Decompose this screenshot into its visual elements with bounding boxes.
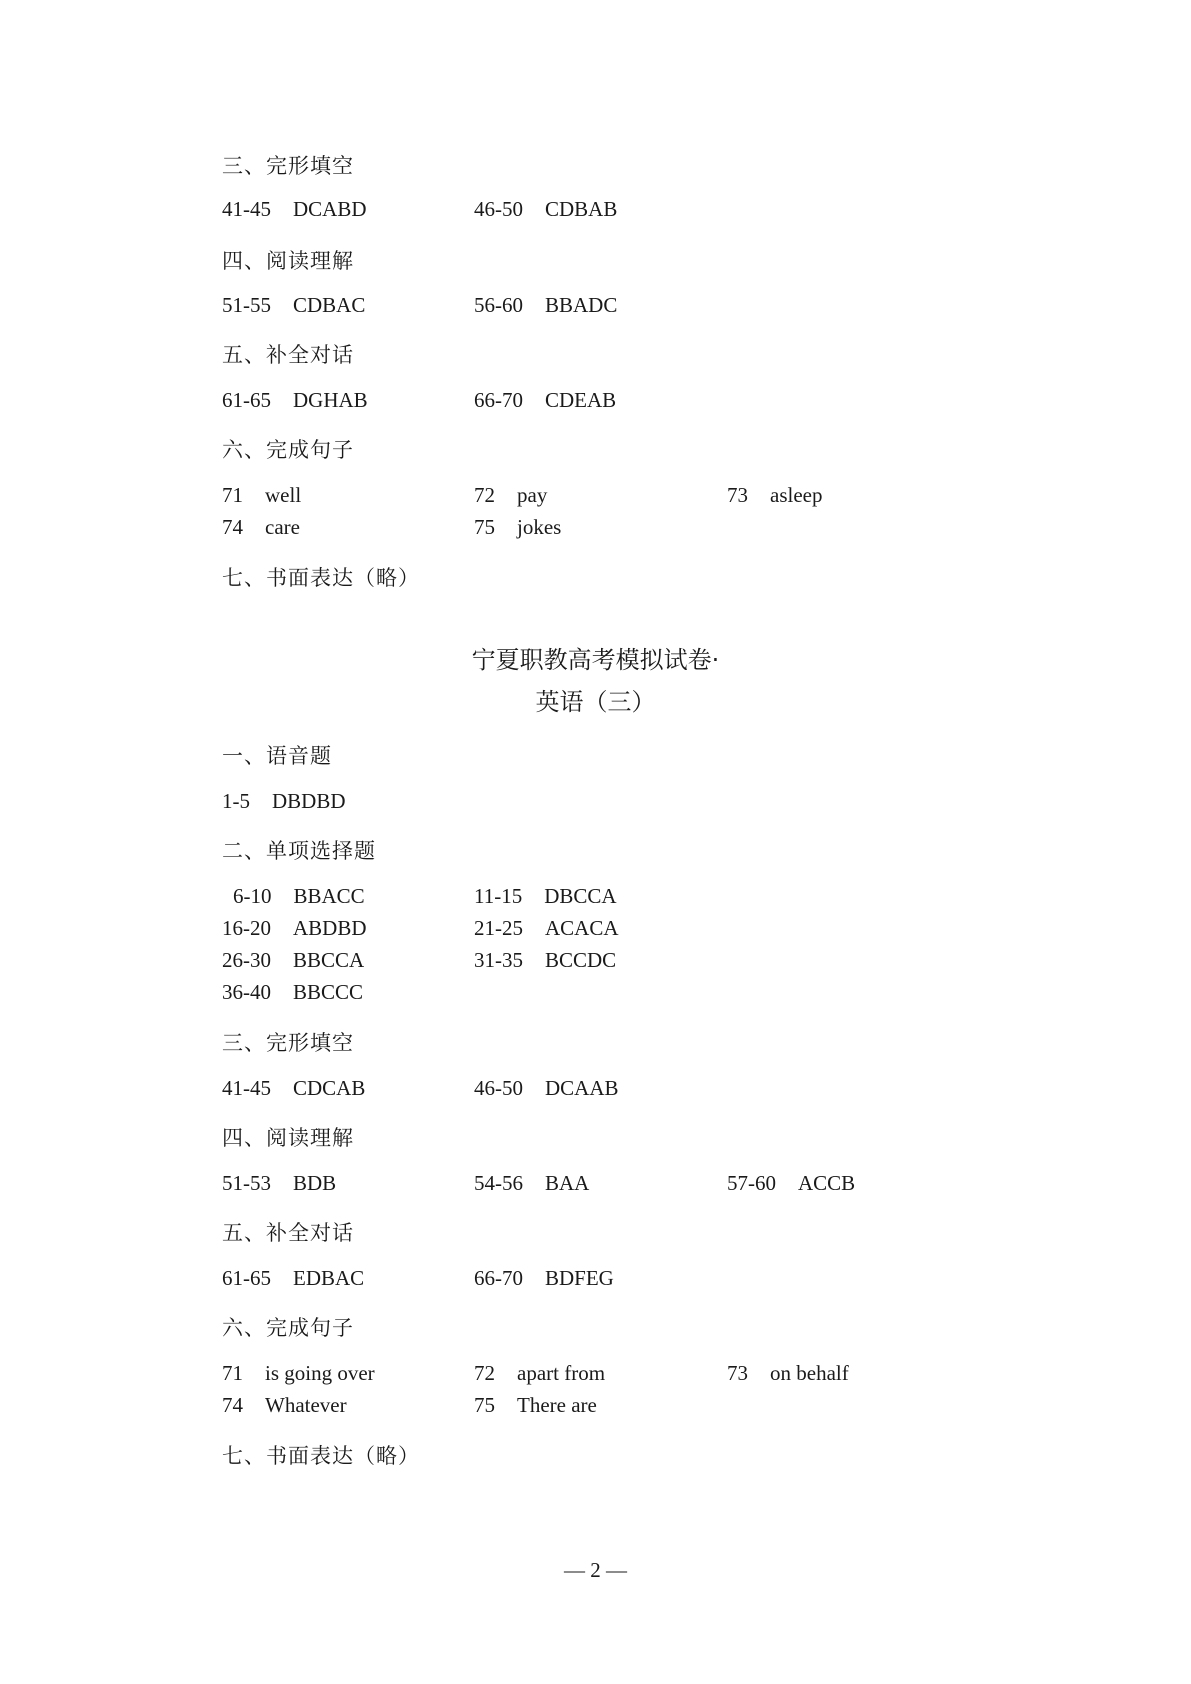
answer-cell: 6-10 BBACC [233, 884, 365, 908]
answer-cell: 66-70 BDFEG [474, 1266, 614, 1290]
answer-cell: 71 is going over [222, 1361, 375, 1385]
answer-row [0, 483, 1191, 513]
section-heading-writing: 七、书面表达（略） [222, 566, 420, 590]
answer-cell: 46-50 CDBAB [474, 197, 618, 221]
answer-cell: 46-50 DCAAB [474, 1076, 619, 1100]
answer-row [0, 884, 1191, 914]
answer-cell: 41-45 DCABD [222, 197, 367, 221]
answer-cell: 73 on behalf [727, 1361, 849, 1385]
answer-cell: 54-56 BAA [474, 1171, 590, 1195]
answer-cell: 51-55 CDBAC [222, 293, 366, 317]
answer-row [0, 515, 1191, 545]
document-title: 宁夏职教高考模拟试卷· [471, 646, 720, 674]
answer-row [0, 1266, 1191, 1296]
answer-cell: 74 care [222, 515, 300, 539]
answer-row [0, 980, 1191, 1010]
section-heading-cloze: 三、完形填空 [222, 154, 354, 178]
answer-cell: 56-60 BBADC [474, 293, 618, 317]
answer-cell: 71 well [222, 483, 302, 507]
answer-row [0, 948, 1191, 978]
section-heading-dialogue: 五、补全对话 [222, 1221, 354, 1245]
answer-cell: 73 asleep [727, 483, 823, 507]
answer-cell: 26-30 BBCCA [222, 948, 365, 972]
answer-cell: 74 Whatever [222, 1393, 347, 1417]
section-heading-writing: 七、书面表达（略） [222, 1444, 420, 1468]
answer-cell: 61-65 EDBAC [222, 1266, 365, 1290]
answer-cell: 11-15 DBCCA [474, 884, 617, 908]
answer-cell: 41-45 CDCAB [222, 1076, 366, 1100]
section-heading-dialogue: 五、补全对话 [222, 343, 354, 367]
answer-cell: 36-40 BBCCC [222, 980, 364, 1004]
answer-cell: 61-65 DGHAB [222, 388, 368, 412]
answer-cell: 75 jokes [474, 515, 562, 539]
section-heading-reading: 四、阅读理解 [222, 249, 354, 273]
section-heading-multiple-choice: 二、单项选择题 [222, 839, 376, 863]
answer-row [0, 916, 1191, 946]
answer-cell: 72 apart from [474, 1361, 606, 1385]
answer-row [0, 293, 1191, 323]
section-heading-sentences: 六、完成句子 [222, 438, 354, 462]
answer-cell: 51-53 BDB [222, 1171, 337, 1195]
answer-row [0, 1171, 1191, 1201]
answer-cell: 21-25 ACACA [474, 916, 619, 940]
answer-row [0, 789, 1191, 819]
answer-cell: 66-70 CDEAB [474, 388, 617, 412]
section-heading-reading: 四、阅读理解 [222, 1126, 354, 1150]
answer-row [0, 1361, 1191, 1391]
answer-row [0, 1393, 1191, 1423]
answer-cell: 75 There are [474, 1393, 597, 1417]
section-heading-phonetics: 一、语音题 [222, 744, 332, 768]
answer-cell: 72 pay [474, 483, 548, 507]
answer-cell: 57-60 ACCB [727, 1171, 856, 1195]
page-number: — 2 — [564, 1558, 627, 1582]
answer-row [0, 197, 1191, 227]
answer-row [0, 388, 1191, 418]
section-heading-sentences: 六、完成句子 [222, 1316, 354, 1340]
section-heading-cloze: 三、完形填空 [222, 1031, 354, 1055]
answer-cell: 16-20 ABDBD [222, 916, 367, 940]
answer-cell: 1-5 DBDBD [222, 789, 346, 813]
answer-row [0, 1076, 1191, 1106]
answer-cell: 31-35 BCCDC [474, 948, 617, 972]
document-subtitle: 英语（三） [535, 688, 656, 716]
